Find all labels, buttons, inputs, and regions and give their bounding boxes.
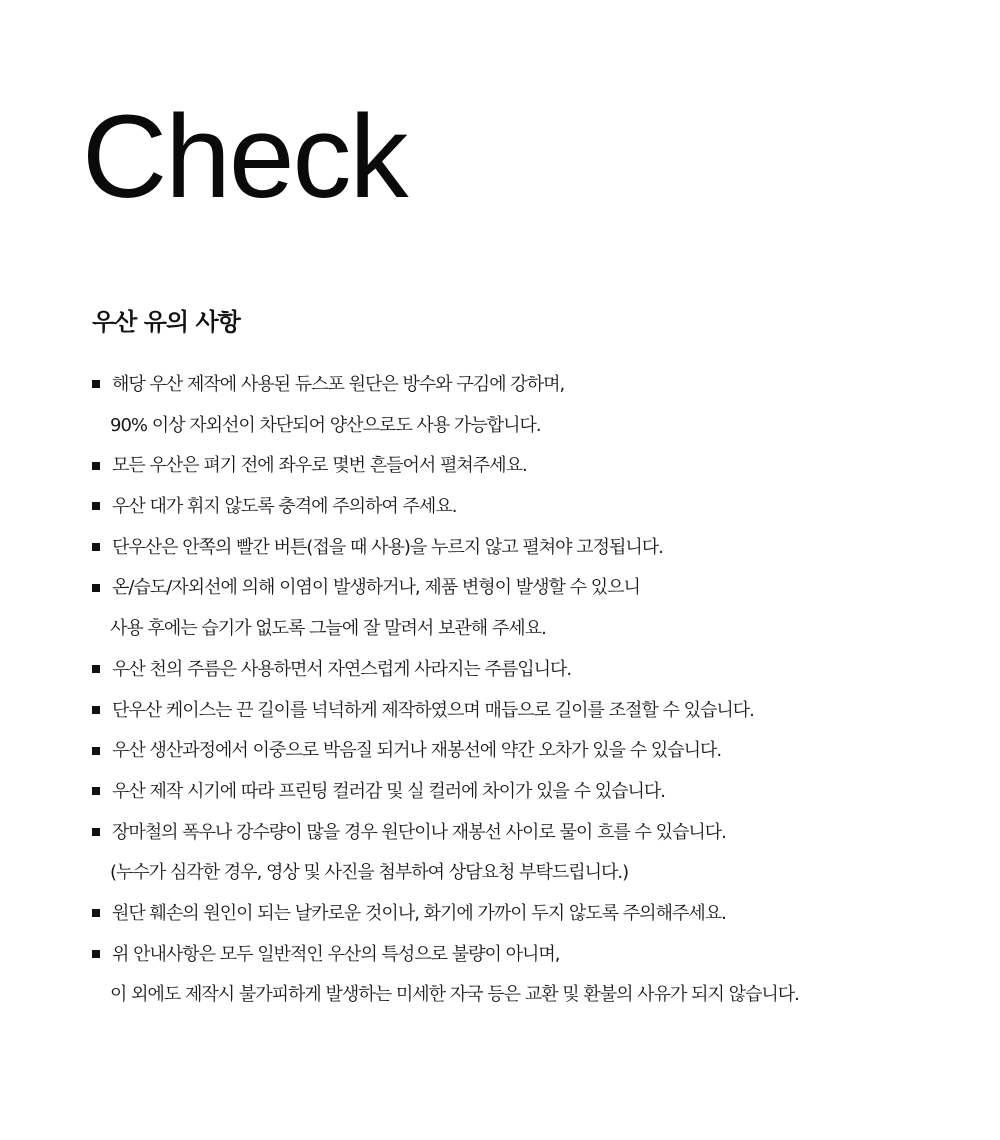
notice-line bbox=[92, 772, 972, 813]
notice-item bbox=[92, 813, 972, 894]
notice-item bbox=[92, 772, 972, 813]
notice-item bbox=[92, 446, 972, 487]
notice-text: 우산 천의 주름은 사용하면서 자연스럽게 사라지는 주름입니다. bbox=[112, 658, 572, 680]
notice-text: 90% 이상 자외선이 차단되어 양산으로도 사용 가능합니다. bbox=[110, 414, 541, 436]
square-bullet-icon bbox=[92, 747, 100, 755]
notice-line-continued bbox=[92, 609, 972, 650]
notice-line bbox=[92, 894, 972, 935]
notice-item bbox=[92, 650, 972, 691]
notice-text: 모든 우산은 펴기 전에 좌우로 몇번 흔들어서 펼쳐주세요. bbox=[112, 455, 527, 477]
notice-line bbox=[92, 365, 972, 406]
notice-item bbox=[92, 568, 972, 649]
notice-item bbox=[92, 365, 972, 446]
notice-line bbox=[92, 731, 972, 772]
notice-text: (누수가 심각한 경우, 영상 및 사진을 첨부하여 상담요청 부탁드립니다.) bbox=[110, 862, 629, 884]
notice-text: 사용 후에는 습기가 없도록 그늘에 잘 말려서 보관해 주세요. bbox=[110, 618, 546, 640]
notice-item bbox=[92, 894, 972, 935]
notice-text: 우산 대가 휘지 않도록 충격에 주의하여 주세요. bbox=[112, 496, 457, 518]
square-bullet-icon bbox=[92, 706, 100, 714]
notice-item bbox=[92, 935, 972, 1016]
notice-line bbox=[92, 813, 972, 854]
notice-line bbox=[92, 568, 972, 609]
square-bullet-icon bbox=[92, 665, 100, 673]
notice-item bbox=[92, 487, 972, 528]
notice-item bbox=[92, 691, 972, 732]
notice-line-continued bbox=[92, 406, 972, 447]
square-bullet-icon bbox=[92, 909, 100, 917]
square-bullet-icon bbox=[92, 380, 100, 388]
square-bullet-icon bbox=[92, 502, 100, 510]
square-bullet-icon bbox=[92, 828, 100, 836]
notice-line-continued bbox=[92, 975, 972, 1016]
notice-text: 원단 훼손의 원인이 되는 날카로운 것이나, 화기에 가까이 두지 않도록 주의해주세요. bbox=[112, 902, 726, 924]
notice-line-continued bbox=[92, 853, 972, 894]
notice-item bbox=[92, 528, 972, 569]
square-bullet-icon bbox=[92, 462, 100, 470]
square-bullet-icon bbox=[92, 950, 100, 958]
notice-line bbox=[92, 935, 972, 976]
square-bullet-icon bbox=[92, 787, 100, 795]
notice-item bbox=[92, 731, 972, 772]
notice-line bbox=[92, 528, 972, 569]
notice-line bbox=[92, 487, 972, 528]
notice-line bbox=[92, 650, 972, 691]
notice-text: 이 외에도 제작시 불가피하게 발생하는 미세한 자국 등은 교환 및 환불의 사유가 되지 않습니다. bbox=[110, 984, 799, 1006]
notice-text: 단우산 케이스는 끈 길이를 넉넉하게 제작하였으며 매듭으로 길이를 조절할 수 있습니다. bbox=[112, 699, 754, 721]
notice-text: 우산 생산과정에서 이중으로 박음질 되거나 재봉선에 약간 오차가 있을 수 있습니다. bbox=[112, 740, 722, 762]
section-title: 우산 유의 사항 bbox=[92, 308, 240, 336]
notice-text: 단우산은 안쪽의 빨간 버튼(접을 때 사용)을 누르지 않고 펼쳐야 고정됩니다. bbox=[112, 536, 663, 558]
notice-text: 온/습도/자외선에 의해 이염이 발생하거나, 제품 변형이 발생할 수 있으니 bbox=[112, 577, 640, 599]
notice-line bbox=[92, 691, 972, 732]
notice-line bbox=[92, 446, 972, 487]
notice-text: 우산 제작 시기에 따라 프린팅 컬러감 및 실 컬러에 차이가 있을 수 있습니다. bbox=[112, 780, 666, 802]
notice-text: 장마철의 폭우나 강수량이 많을 경우 원단이나 재봉선 사이로 물이 흐를 수 있습니다. bbox=[112, 821, 726, 843]
notice-text: 위 안내사항은 모두 일반적인 우산의 특성으로 불량이 아니며, bbox=[112, 943, 560, 965]
square-bullet-icon bbox=[92, 543, 100, 551]
square-bullet-icon bbox=[92, 584, 100, 592]
page-title: Check bbox=[82, 91, 407, 223]
notice-text: 해당 우산 제작에 사용된 듀스포 원단은 방수와 구김에 강하며, bbox=[112, 374, 565, 395]
notice-list bbox=[92, 365, 972, 1016]
